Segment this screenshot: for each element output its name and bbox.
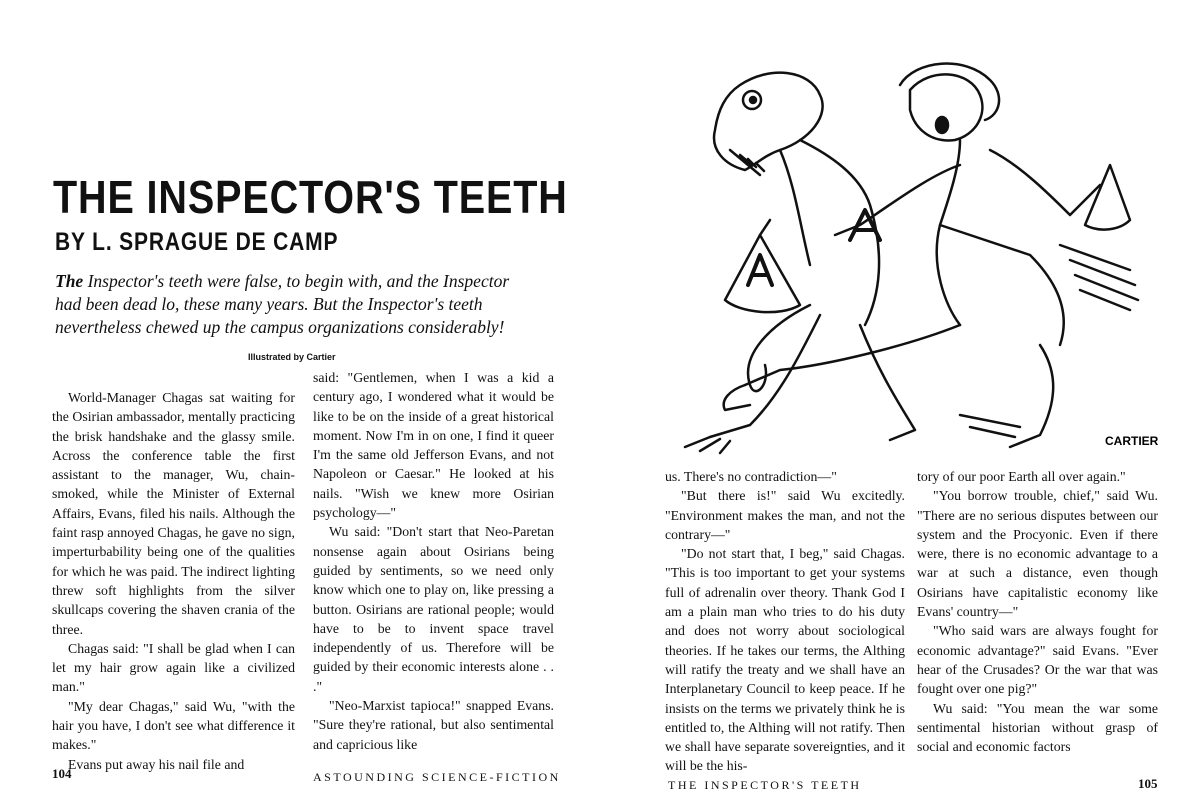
paragraph: Evans put away his nail file and — [68, 756, 245, 772]
paragraph: tory of our poor Earth all over again." — [917, 469, 1126, 484]
dinosaur-cheerleader-illustration — [660, 55, 1160, 455]
paragraph: Wu said: "You mean the war some sentimental historian without grasp of social and economic factors — [917, 700, 1158, 755]
page-number-left: 104 — [52, 766, 72, 781]
paragraph: World-Manager Chagas sat waiting for the Osirian ambassador, mentally practicing the brisk handshake and the glassy smile. Across the conference table the first assistant to the manager, Wu, chain-smoked, while the Minister of External Affairs, Evans, filed his nails. Although the faint rasp annoyed Chagas, he gave no sign, imperturbability being one of the qualities for which he was paid. The indirect lighting threw soft highlights from the silver skullcaps covering the shaven crania of the three. — [52, 390, 295, 637]
author-byline: BY L. SPRAGUE DE CAMP — [55, 228, 339, 256]
paragraph: "But there is!" said Wu excitedly. "Environment makes the man, and not the contrary—" — [665, 488, 905, 542]
right-column-2 — [917, 467, 1158, 756]
right-column-1 — [665, 467, 905, 776]
artist-signature: CARTIER — [1105, 434, 1159, 448]
running-head-right: THE INSPECTOR'S TEETH — [668, 778, 862, 792]
paragraph: said: "Gentlemen, when I was a kid a century ago, I wondered what it would be like to be on the inside of a great historical moment. Now I'm in on one, I find it queer I'm the same old Jefferson Evans, and not Napoleon or Caesar." He looked at his nails. "Wish we knew more Osirian psychology—" — [313, 370, 554, 521]
running-head-left: ASTOUNDING SCIENCE-FICTION — [313, 770, 561, 784]
story-blurb — [55, 270, 525, 339]
right-page — [600, 0, 1200, 807]
paragraph: "My dear Chagas," said Wu, "with the hair you have, I don't see what difference it makes." — [52, 698, 295, 753]
paragraph: "Do not start that, I beg," said Chagas. "This is too important to get your systems full of adrenalin over theory. Thank God I am a plain man who tries to do his duty and does not worry about sociological theories. If he takes our terms, the Althing will ratify the treaty and we shall have an Interplanetary Council to keep peace. If he insists on the terms we privately think he is entitled to, the Althing will not ratify. Then we shall have separate sovereignties, and it will be the his- — [665, 546, 905, 774]
story-title: THE INSPECTOR'S TEETH — [53, 171, 568, 223]
blurb-lead-word: The — [55, 271, 84, 291]
left-column-2 — [313, 368, 554, 754]
page-number-right: 105 — [1138, 776, 1158, 791]
paragraph: "You borrow trouble, chief," said Wu. "There are no serious disputes between our system and the Procyonic. Even if there were, there is no economic advantage to a war at such a distance, even though Osirians have capitalistic economy like Evans' country—" — [917, 488, 1158, 620]
left-column-1 — [52, 388, 295, 774]
paragraph: us. There's no contradiction—" — [665, 469, 837, 484]
paragraph: Chagas said: "I shall be glad when I can let my hair grow again like a civilized man." — [52, 640, 295, 695]
blurb-text: Inspector's teeth were false, to begin with, and the Inspector had been dead lo, these many years. But the Inspector's teeth nevertheless chewed up the campus organizations considerably! — [55, 271, 510, 337]
paragraph: "Neo-Marxist tapioca!" snapped Evans. "Sure they're rational, but also sentimental and capricious like — [313, 698, 554, 752]
illustrator-credit: Illustrated by Cartier — [248, 352, 336, 362]
paragraph: "Who said wars are always fought for economic advantage?" said Evans. "Ever hear of the Crusades? Or the war that was fought over one pig?" — [917, 623, 1158, 697]
paragraph: Wu said: "Don't start that Neo-Paretan nonsense again about Osirians being guided by sentiments, so we need only know which one to play on, like pressing a button. Osirians are rational people; would have to be to invent space travel independently of us. Therefore will be guided by their economic interests alone . . ." — [313, 524, 554, 694]
